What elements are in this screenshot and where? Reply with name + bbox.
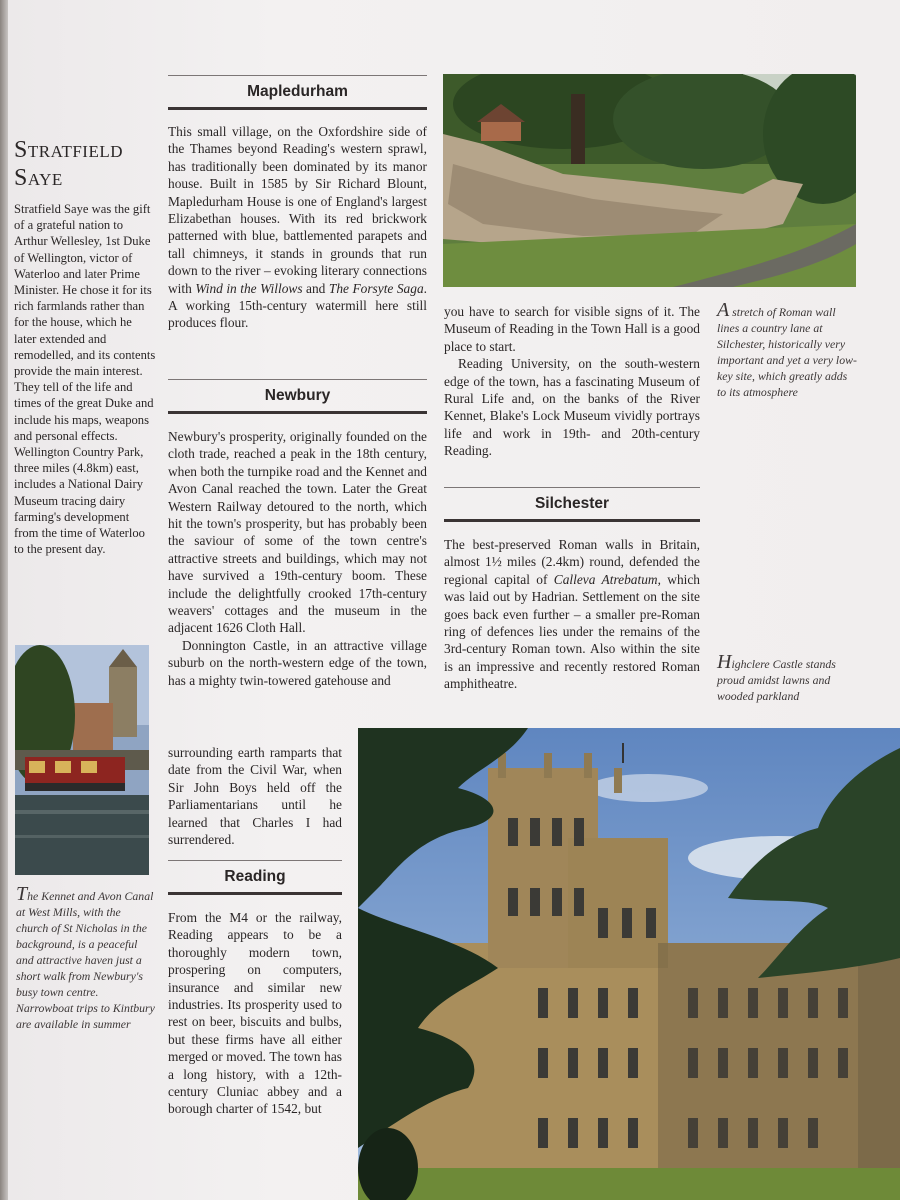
newbury-text: Newbury's prosperity, originally founded on the cloth trade, reached a peak in the 18th century, when both the turnpike road and the Kennet and Avon Canal reached the town. Later the Great Western Railway detoured to the north, which hit the town's prosperity, but has probably been the saviour of some of the town centre's attractive streets and buildings, which may not have survived a 19th-century boom. These include the delightfully crooked 17th-century weavers' cottages and the museum in the adjacent 1626 Cloth Hall. Donnington Castle, in an attractive village suburb on the north-western edge of the town, has a mighty twin-towered gatehouse and [168, 429, 427, 688]
kennet-canal-caption: The Kennet and Avon Canal at West Mills, with the church of St Nicholas in the background, is a peaceful and attractive haven just a short walk from Newbury's busy town centre. Narrowboat trips to Kintbury are available in summer [16, 883, 155, 1031]
newbury-text-continued: surrounding earth ramparts that date from the Civil War, when Sir John Boys held off the Parliamentarians until he learned that Charles I had surrendered. [168, 745, 342, 848]
silchester-heading: Silchester [534, 495, 610, 512]
silchester-text: The best-preserved Roman walls in Britain, almost 1½ miles (2.4km) round, defended the regional capital of Calleva Atrebatum, which was laid out by Hadrian. Settlement on the site goes back even further – a smaller pre-Roman ring of defences lies under the remains of the 3rd-century Roman town. Also within the site is an impressive and recently restored Roman amphitheatre. [444, 537, 701, 692]
reading-heading: Reading [224, 868, 286, 885]
newbury-heading-block [168, 379, 427, 414]
roman-wall-caption: A stretch of Roman wall lines a country lane at Silchester, historically very important and yet a very low-key site, which greatly adds to its atmosphere [717, 299, 857, 399]
reading-heading-block [168, 860, 342, 895]
roman-wall-photo [443, 74, 856, 287]
mapledurham-heading: Mapledurham [247, 83, 348, 100]
reading-text-continued: you have to search for visible signs of it. The Museum of Reading in the Town Hall is a good place to start. Reading University, on the south-western edge of the town, has a fascinating Museum of Rural Life and, on the banks of the River Kennet, Blake's Lock Museum vividly portrays life and work in 19th- and 20th-century Reading. [444, 304, 700, 459]
mapledurham-text: This small village, on the Oxfordshire side of the Thames beyond Reading's western sprawl, has traditionally been dominated by its manor house. Built in 1585 by Sir Richard Blount, Mapledurham House is one of England's largest Elizabethan houses. With its red brickwork patterned with blue, battlemented parapets and tall chimneys, it stands in grounds that run down to the river – evoking literary connections with Wind in the Willows and The Forsyte Saga. A working 15th-century watermill here still produces flour. [168, 124, 428, 331]
kennet-canal-photo [15, 645, 149, 875]
mapledurham-heading-block [168, 75, 427, 110]
newbury-heading: Newbury [264, 387, 331, 404]
reading-text: From the M4 or the railway, Reading appears to be a thoroughly modern town, prospering on computers, insurance and similar new industries. Its prosperity used to rest on beer, biscuits and bulbs, but these firms have all either merged or moved. The town has a long history, with a 12th-century Cluniac abbey and a borough charter of 1542, but [168, 910, 342, 1117]
silchester-heading-block [444, 487, 700, 522]
sidebar-title: Stratfield Saye [14, 137, 124, 191]
highclere-castle-photo [358, 728, 900, 1200]
highclere-caption: Highclere Castle stands proud amidst lawns and wooded parkland [717, 651, 836, 703]
sidebar-text: Stratfield Saye was the gift of a grateful nation to Arthur Wellesley, 1st Duke of Wellington, victor of Waterloo and later Prime Minister. He chose it for its rich farmlands rather than for the house, which he later extended and remodelled, and its contents provide the main interest. They tell of the life and times of the great Duke and include his maps, weapons and personal effects. Wellington Country Park, three miles (4.8km) east, includes a National Dairy Museum tracing dairy farming's development from the time of Waterloo to the present day. [14, 202, 156, 557]
